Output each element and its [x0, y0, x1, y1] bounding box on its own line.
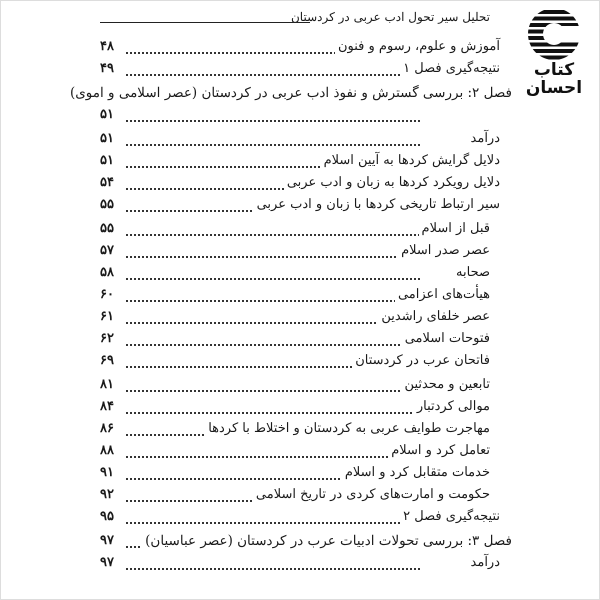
logo-globe-icon — [520, 6, 588, 62]
toc-entry-title: عصر خلفای راشدین — [378, 309, 490, 324]
toc-page-number: ۵۴ — [100, 175, 114, 190]
toc-leader-dots — [126, 390, 420, 392]
toc-entry-title: فصل ۲: بررسی گسترش و نفوذ ادب عربی در کردستان (عصر اسلامی و اموی) — [67, 85, 512, 101]
toc-page-number: ۹۵ — [100, 509, 114, 524]
toc-row — [100, 442, 500, 464]
toc-entry-title: قبل از اسلام — [419, 221, 490, 236]
toc-entry-title: خدمات متقابل کرد و اسلام — [342, 465, 490, 480]
toc-row — [100, 196, 500, 218]
toc-page-number: ۸۶ — [100, 421, 114, 436]
toc-entry-title: هیأت‌های اعزامی — [395, 287, 490, 302]
logo-text-line1: کتاب — [533, 60, 575, 80]
toc-row — [100, 554, 500, 576]
toc-row — [100, 420, 500, 442]
toc-page-number: ۹۷ — [100, 555, 114, 570]
toc-row — [100, 286, 500, 308]
toc-page-number: ۶۹ — [100, 353, 114, 368]
toc-page-number: ۵۵ — [100, 221, 114, 236]
toc-entry-title: تابعین و محدثین — [402, 377, 490, 392]
toc-entry-title: صحابه — [453, 265, 490, 280]
toc-row — [100, 152, 500, 174]
toc-entry-title: نتیجه‌گیری فصل ۱ — [400, 61, 500, 76]
toc-row — [100, 106, 500, 128]
toc-row — [100, 464, 500, 486]
toc-entry-title: درآمد — [468, 555, 500, 570]
toc-page-number: ۶۰ — [100, 287, 114, 302]
toc-leader-dots — [126, 456, 420, 458]
toc-page-number: ۸۱ — [100, 377, 114, 392]
toc-leader-dots — [126, 300, 420, 302]
toc-page-number: ۵۵ — [100, 197, 114, 212]
toc-leader-dots — [126, 144, 420, 146]
toc-page-number: ۸۸ — [100, 443, 114, 458]
toc-leader-dots — [126, 120, 420, 122]
toc-page-number: ۵۱ — [100, 107, 114, 122]
toc-entry-title: مهاجرت طوایف عربی به کردستان و اختلاط با کردها — [205, 421, 490, 436]
toc-entry-title: فتوحات اسلامی — [402, 331, 490, 346]
toc-row — [100, 60, 500, 82]
toc-entry-title: فصل ۳: بررسی تحولات ادبیات عرب در کردستان (عصر عباسیان) — [142, 533, 512, 549]
toc-row — [100, 264, 500, 286]
toc-page-number: ۹۷ — [100, 533, 114, 548]
header-title: تحلیل سیر تحول ادب عربی در کردستان — [290, 10, 490, 24]
toc-row — [100, 398, 500, 420]
toc-entry-title: عصر صدر اسلام — [398, 243, 490, 258]
toc-leader-dots — [126, 256, 420, 258]
toc-page-number: ۶۲ — [100, 331, 114, 346]
toc-leader-dots — [126, 74, 420, 76]
running-header — [100, 10, 490, 28]
toc-entry-title: فاتحان عرب در کردستان — [352, 353, 490, 368]
toc-page-number: ۵۸ — [100, 265, 114, 280]
toc-leader-dots — [126, 344, 420, 346]
toc-entry-title: آموزش و علوم، رسوم و فنون — [335, 39, 500, 54]
logo-text-line2: احسان — [525, 78, 583, 98]
toc-row — [100, 38, 500, 60]
toc-page-number: ۴۹ — [100, 61, 114, 76]
toc-row — [100, 532, 512, 554]
toc-entry-title: موالی کردتبار — [414, 399, 490, 414]
table-of-contents — [69, 38, 512, 598]
header-rule — [100, 22, 310, 23]
toc-leader-dots — [126, 522, 420, 524]
toc-page-number: ۹۲ — [100, 487, 114, 502]
toc-row — [100, 242, 500, 264]
toc-leader-dots — [126, 234, 420, 236]
toc-page-number: ۵۱ — [100, 153, 114, 168]
toc-row — [100, 308, 500, 330]
toc-entry-title: نتیجه‌گیری فصل ۲ — [400, 509, 500, 524]
toc-row — [100, 130, 500, 152]
toc-entry-title: تعامل کرد و اسلام — [388, 443, 490, 458]
toc-leader-dots — [126, 412, 420, 414]
toc-leader-dots — [126, 568, 420, 570]
toc-row — [100, 330, 500, 352]
toc-entry-title: دلایل رویکرد کردها به زبان و ادب عربی — [284, 175, 500, 190]
toc-leader-dots — [126, 322, 420, 324]
toc-page-number: ۶۱ — [100, 309, 114, 324]
toc-row — [100, 376, 500, 398]
toc-entry-title: دلایل گرایش کردها به آیین اسلام — [321, 153, 500, 168]
toc-entry-title: درآمد — [468, 131, 500, 146]
toc-row — [100, 486, 500, 508]
toc-page-number: ۴۸ — [100, 39, 114, 54]
toc-leader-dots — [126, 278, 420, 280]
toc-page-number: ۵۷ — [100, 243, 114, 258]
toc-entry-title: حکومت و امارت‌های کردی در تاریخ اسلامی — [253, 487, 490, 502]
toc-page-number: ۸۴ — [100, 399, 114, 414]
toc-row — [100, 508, 500, 530]
toc-row — [100, 174, 500, 196]
publisher-logo — [520, 6, 588, 98]
toc-page-number: ۹۱ — [100, 465, 114, 480]
toc-entry-title: سیر ارتباط تاریخی کردها با زبان و ادب عربی — [254, 197, 500, 212]
toc-row — [100, 220, 500, 242]
toc-row — [69, 84, 512, 106]
toc-row — [100, 352, 500, 374]
toc-page-number: ۵۱ — [100, 131, 114, 146]
